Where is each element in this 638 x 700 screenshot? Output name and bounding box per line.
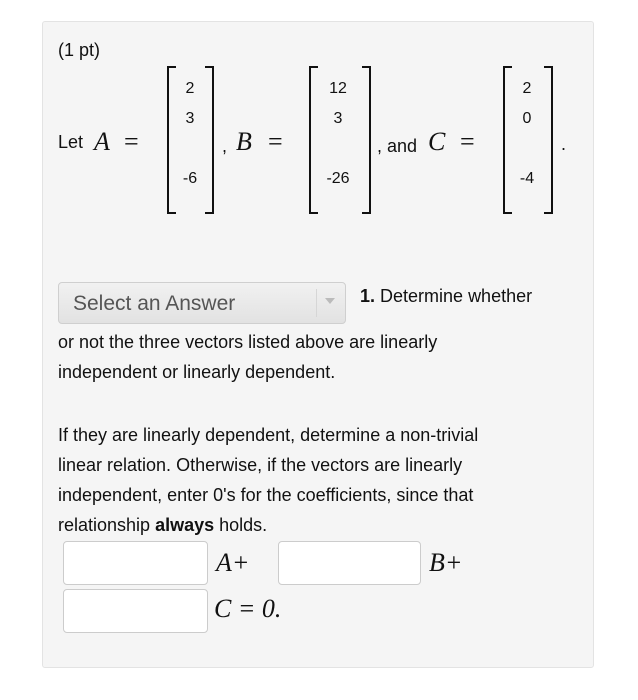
matrix-a-entry-2: 3 [185,110,195,127]
answer-select[interactable] [58,282,346,324]
matrix-b-entry-1: 12 [329,80,347,97]
matrix-a-entry-3: -6 [182,170,198,187]
coefficient-b-input[interactable] [278,541,421,585]
term-c: C = 0. [214,594,282,623]
emphasis-always: always [155,515,215,535]
matrix-c-entry-1: 2 [522,80,532,97]
instructions-line-4: relationship always holds. [58,515,268,535]
let-label: Let [58,132,84,152]
instructions-line-1: If they are linearly dependent, determine a non-trivial [58,425,479,445]
matrix-c-entry-2: 0 [522,110,532,127]
coefficient-c-input[interactable] [63,589,208,633]
equals-a: = [124,127,139,156]
term-b: B+ [429,548,463,577]
vector-c-name: C [428,127,446,156]
question-text-2: or not the three vectors listed above are linearly [58,332,438,352]
comma-a: , [222,136,228,156]
instructions-line-2: linear relation. Otherwise, if the vectors are linearly [58,455,463,475]
matrix-a-right-bracket [205,66,214,214]
vector-b-name: B [236,127,252,156]
question-first-line [360,286,532,307]
instructions-line-3: independent, enter 0's for the coefficients, since that [58,485,474,505]
equals-b: = [268,127,283,156]
answer-select-value: Select an Answer [73,292,236,315]
matrix-b-right-bracket [362,66,371,214]
and-text: , and [377,136,418,156]
matrix-c-right-bracket [544,66,553,214]
question-number: 1. [360,286,376,306]
equals-c: = [460,127,475,156]
chevron-down-icon [325,298,335,304]
term-a: A+ [216,548,250,577]
matrix-c-entry-3: -4 [519,170,535,187]
matrix-b-entry-3: -26 [326,170,350,187]
question-text-1: Determine whether [380,286,533,306]
question-text-3: independent or linearly dependent. [58,362,336,382]
matrix-a-entry-1: 2 [185,80,195,97]
period: . [561,134,567,154]
coefficient-a-input[interactable] [63,541,208,585]
vector-a-name: A [94,127,110,156]
answer-select-divider [316,289,317,317]
matrix-b-left-bracket [309,66,318,214]
points-label: (1 pt) [58,40,101,60]
matrix-b-entry-2: 3 [333,110,343,127]
